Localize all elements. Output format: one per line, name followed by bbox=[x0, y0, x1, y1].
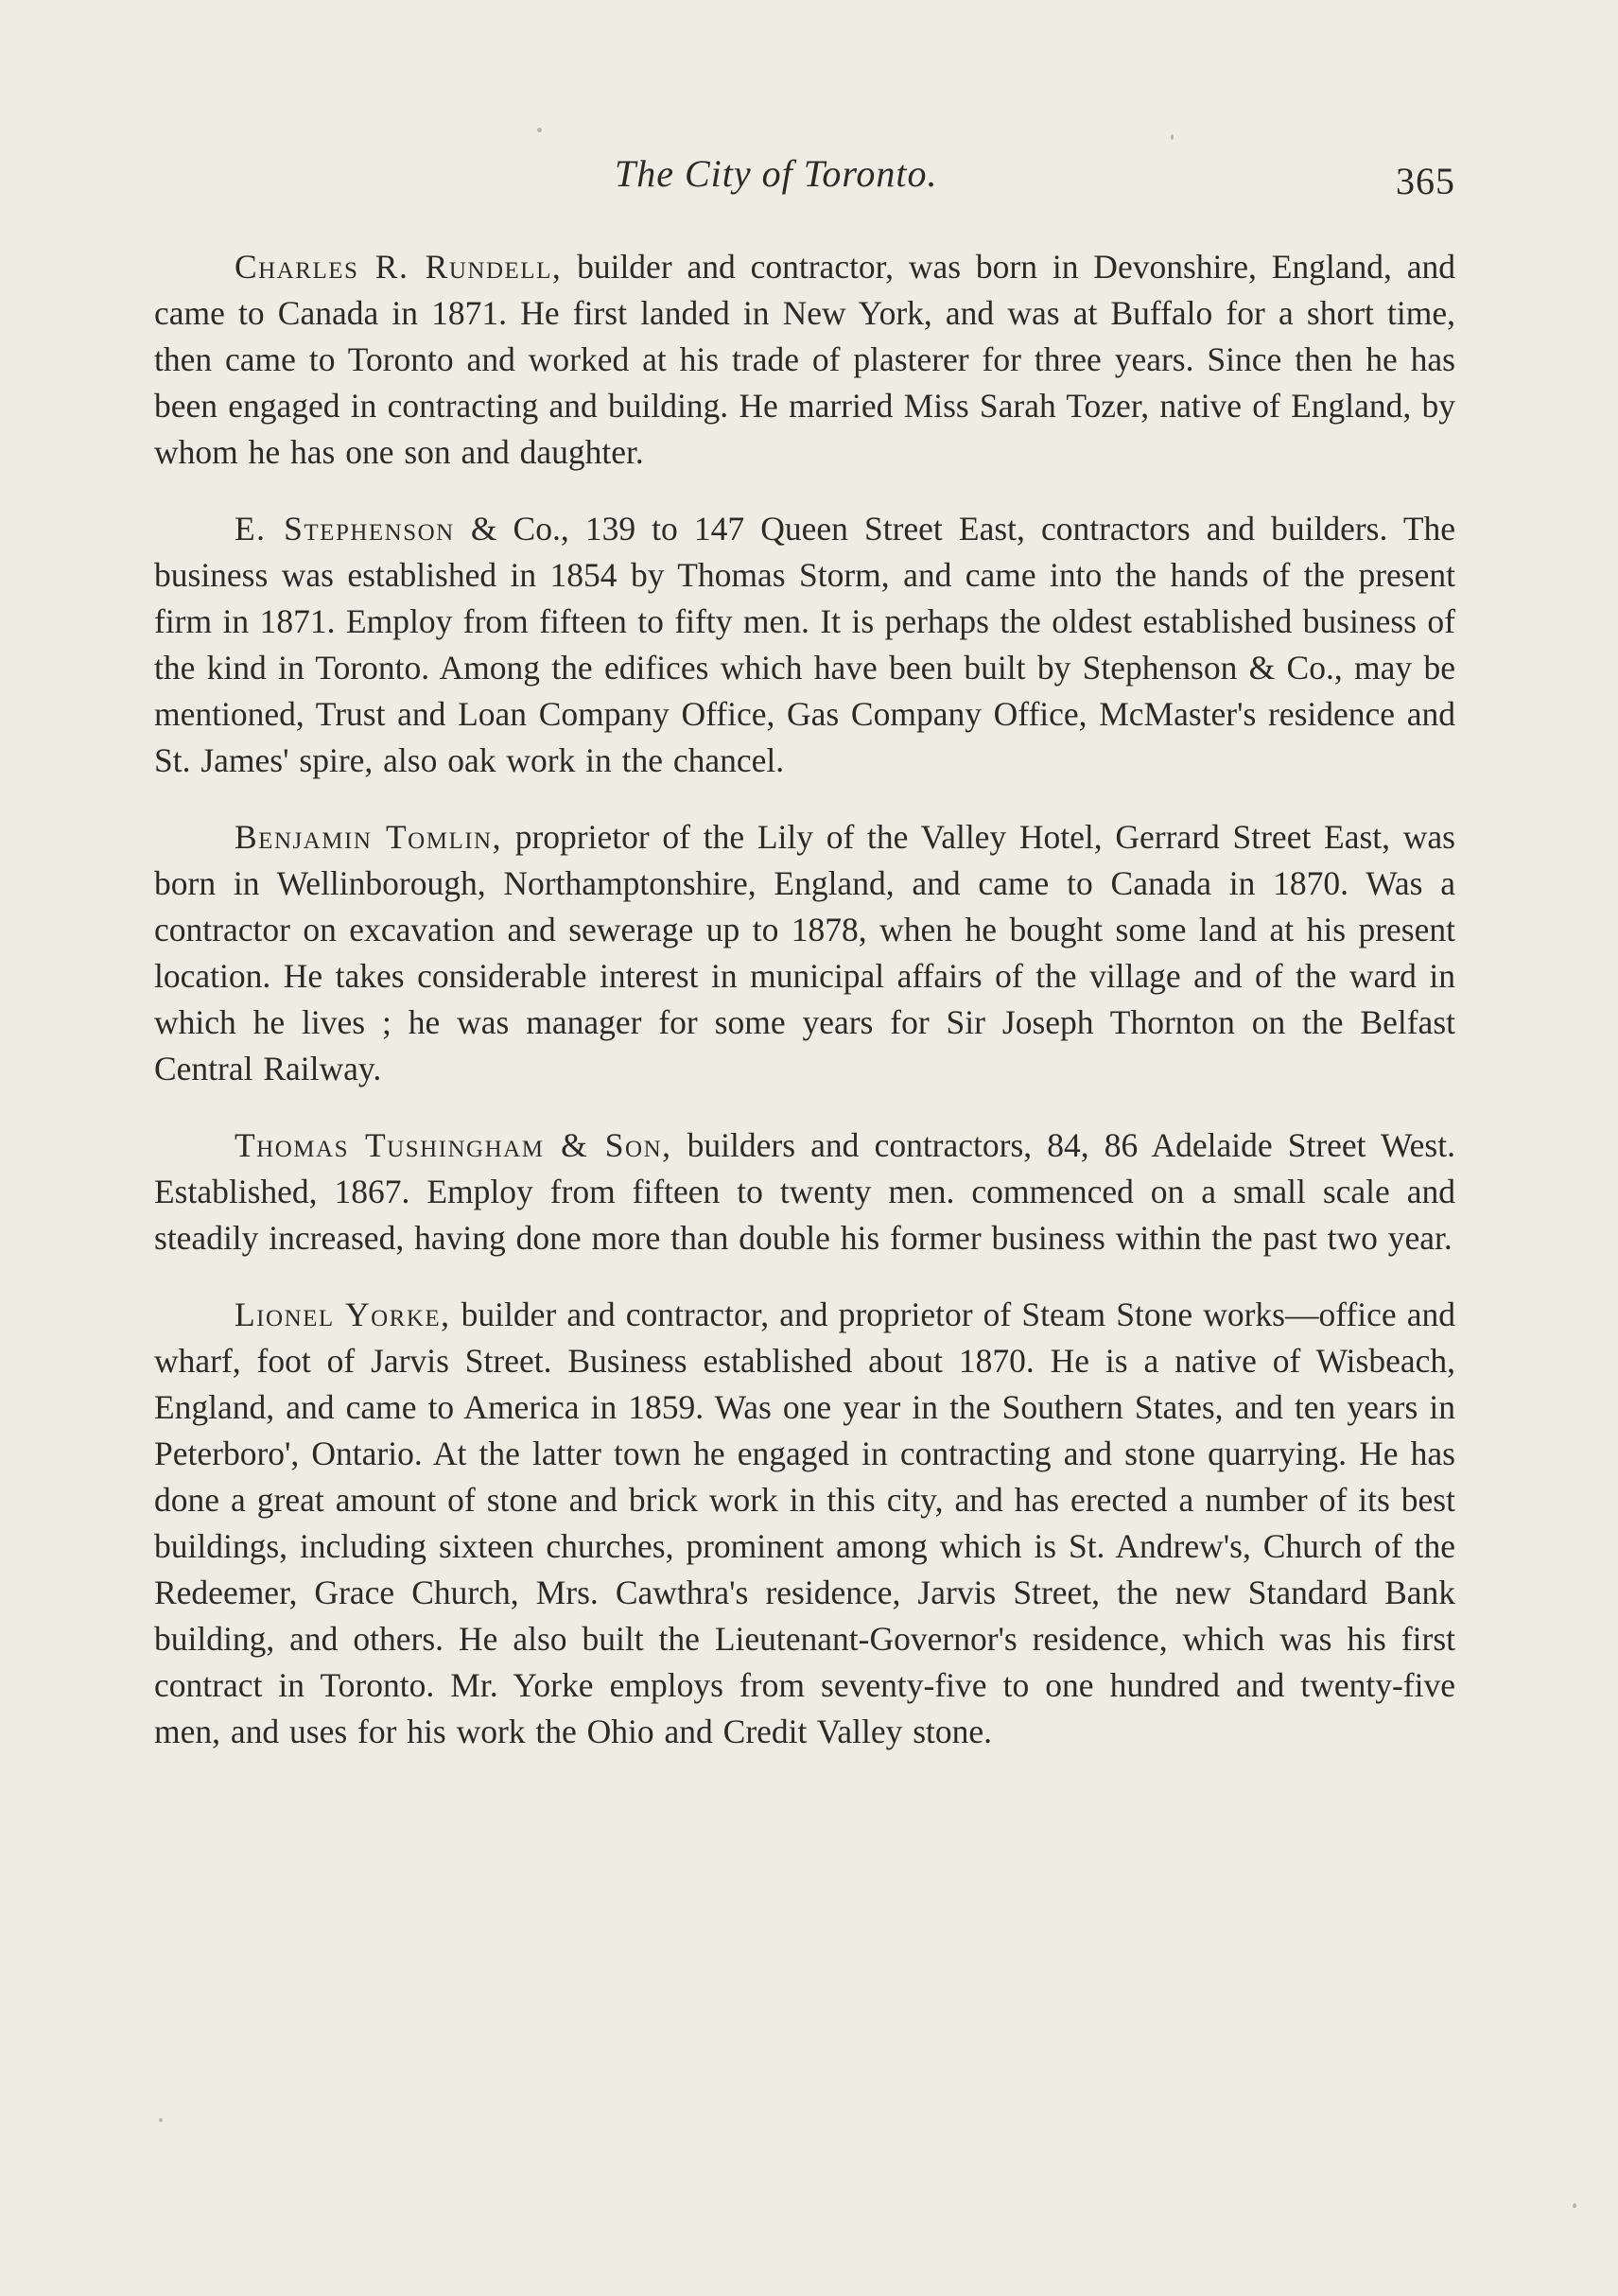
entry-text: builder and contractor, was born in Devonshire, England, and came to Canada in 1871. He first landed in New York, and was at Buffalo for a short time, then came to Toronto and worked at his trade of plasterer for three years. Since then he has been engaged in contracting and building. He married Miss Sarah Tozer, native of England, by whom he has one son and daughter. bbox=[154, 248, 1455, 471]
page-body bbox=[154, 244, 1455, 1785]
entry-rundell bbox=[154, 244, 1455, 476]
entry-name: Lionel Yorke, bbox=[235, 1296, 451, 1333]
paper-speck bbox=[159, 2118, 163, 2122]
page-number: 365 bbox=[1396, 160, 1455, 202]
entry-name: Charles R. Rundell, bbox=[235, 248, 563, 286]
entry-text: proprietor of the Lily of the Valley Hotel, Gerrard Street East, was born in Wellinborough, Northamptonshire, England, and came to Canada in 1870. Was a contractor on excavation and sewerage up to 1878, when he bought some land at his present location. He takes considerable interest in municipal affairs of the village and of the ward in which he lives ; he was manager for some years for Sir Joseph Thornton on the Belfast Central Railway. bbox=[154, 818, 1455, 1087]
paper-speck bbox=[537, 128, 542, 132]
entry-text: & Co., 139 to 147 Queen Street East, contractors and builders. The business was established in 1854 by Thomas Storm, and came into the hands of the present firm in 1871. Employ from fifteen to fifty men. It is perhaps the oldest established business of the kind in Toronto. Among the edifices which have been built by Stephenson & Co., may be mentioned, Trust and Loan Company Office, Gas Company Office, McMaster's residence and St. James' spire, also oak work in the chancel. bbox=[154, 510, 1456, 779]
entry-stephenson bbox=[154, 506, 1455, 784]
running-title: The City of Toronto. bbox=[615, 152, 938, 195]
entry-text: builders and contractors, 84, 86 Adelaide Street West. Established, 1867. Employ from fifteen to twenty men. commenced on a small scale and steadily increased, having done more than double his former business within the past two year. bbox=[154, 1126, 1455, 1257]
entry-text: builder and contractor, and proprietor of Steam Stone works—office and wharf, foot of Jarvis Street. Business established about 1870. He is a native of Wisbeach, England, and came to America in 1859. Was one year in the Southern States, and ten years in Peterboro', Ontario. At the latter town he engaged in contracting and stone quarrying. He has done a great amount of stone and brick work in this city, and has erected a number of its best buildings, including sixteen churches, prominent among which is St. Andrew's, Church of the Redeemer, Grace Church, Mrs. Cawthra's residence, Jarvis Street, the new Standard Bank building, and others. He also built the Lieutenant-Governor's residence, which was his first contract in Toronto. Mr. Yorke employs from seventy-five to one hundred and twenty-five men, and uses for his work the Ohio and Credit Valley stone. bbox=[154, 1296, 1455, 1750]
entry-yorke bbox=[154, 1292, 1455, 1755]
entry-name: Benjamin Tomlin, bbox=[235, 818, 502, 856]
entry-name: E. Stephenson bbox=[235, 510, 455, 548]
paper-speck bbox=[1171, 134, 1174, 140]
entry-tushingham bbox=[154, 1122, 1455, 1261]
entry-tomlin bbox=[154, 814, 1455, 1092]
running-head bbox=[0, 151, 1618, 208]
entry-name: Thomas Tushingham & Son, bbox=[235, 1126, 672, 1164]
paper-speck bbox=[1573, 2203, 1576, 2208]
